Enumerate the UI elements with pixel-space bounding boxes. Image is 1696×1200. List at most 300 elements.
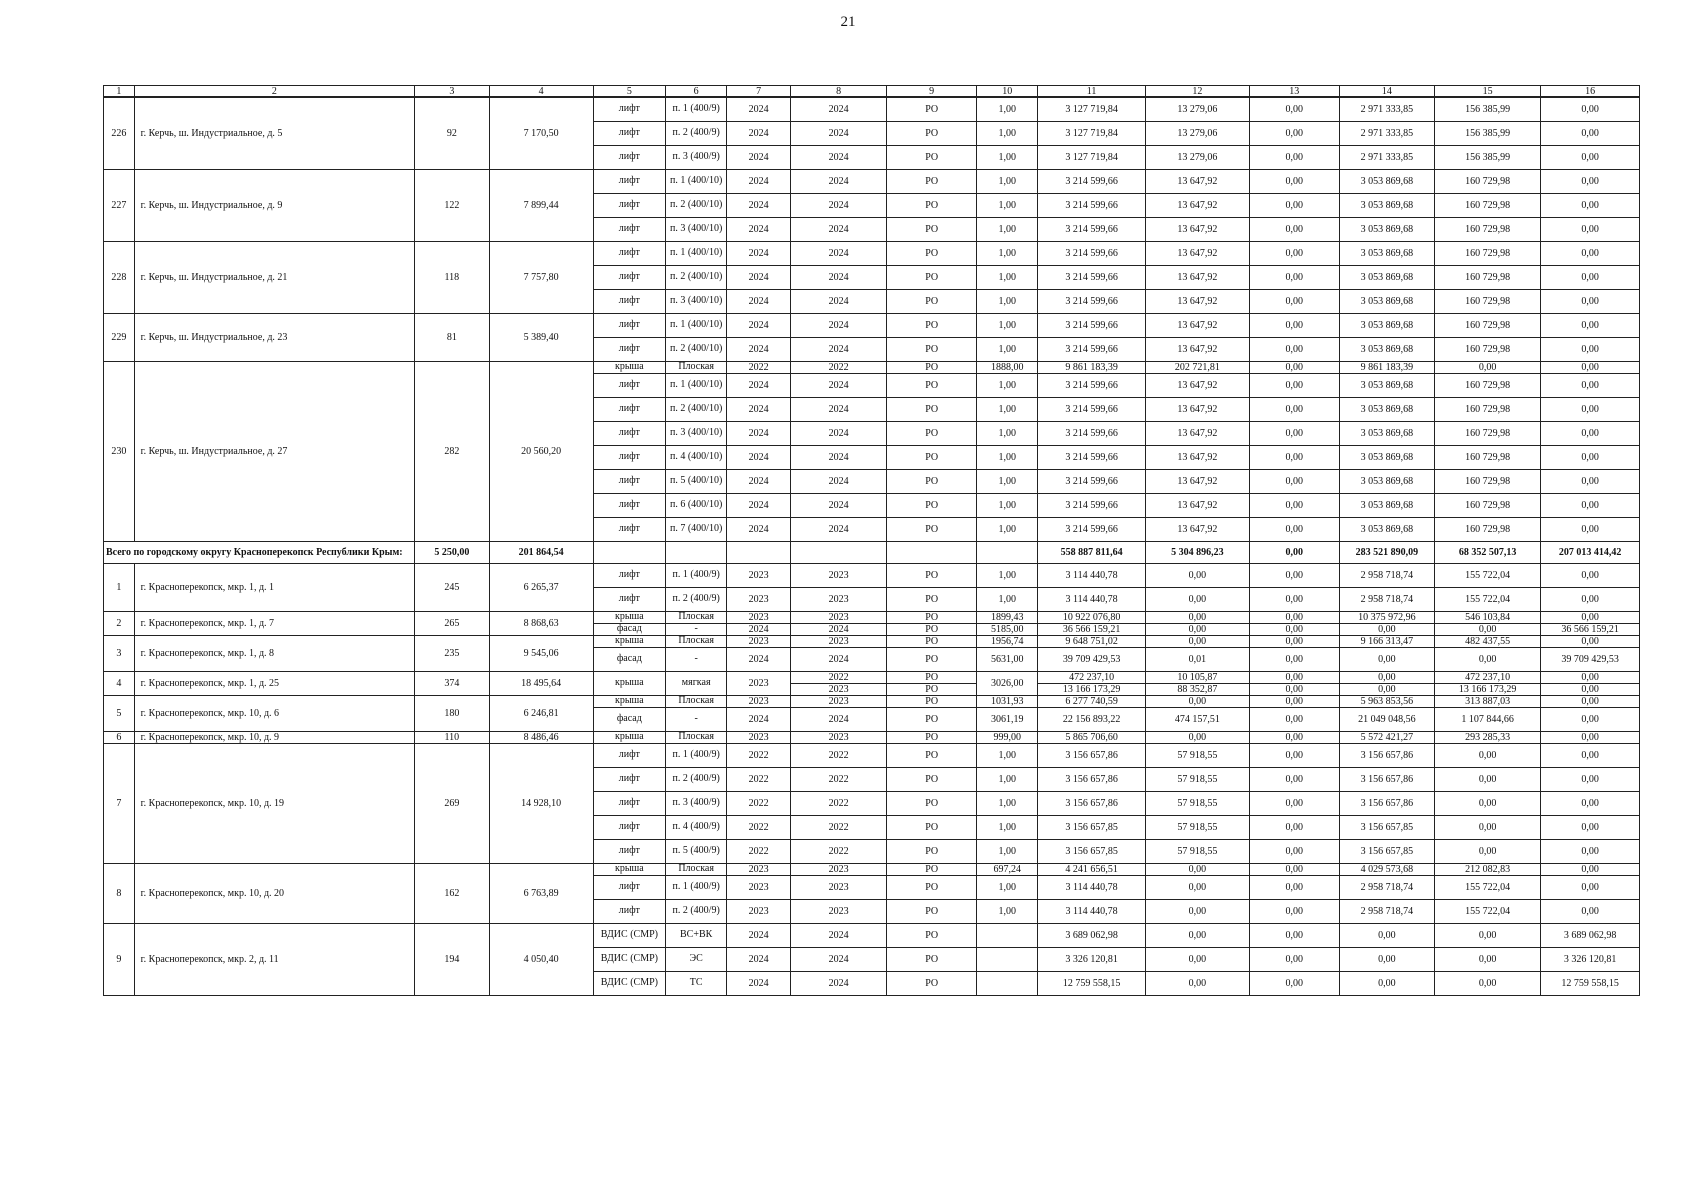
- table-cell: п. 1 (400/9): [665, 563, 726, 587]
- table-cell: 160 729,98: [1435, 517, 1541, 541]
- table-cell: 3 127 719,84: [1038, 97, 1145, 121]
- table-cell: 472 237,10: [1435, 671, 1541, 683]
- table-cell: 2022: [790, 361, 886, 373]
- table-cell: п. 3 (400/9): [665, 791, 726, 815]
- table-cell: 0,00: [1249, 767, 1339, 791]
- table-cell: 0,00: [1541, 563, 1640, 587]
- column-header-4: 4: [489, 86, 593, 98]
- area-cell: 8 486,46: [489, 731, 593, 743]
- table-cell: 0,00: [1435, 923, 1541, 947]
- table-cell: 1,00: [977, 313, 1038, 337]
- total-cell: [727, 541, 791, 563]
- table-cell: 13 647,92: [1145, 493, 1249, 517]
- table-cell: п. 1 (400/9): [665, 97, 726, 121]
- table-cell: 2024: [790, 289, 886, 313]
- table-cell: 1,00: [977, 493, 1038, 517]
- table-cell: -: [665, 707, 726, 731]
- table-cell: 2024: [790, 493, 886, 517]
- table-cell: 1,00: [977, 265, 1038, 289]
- table-cell: 4 029 573,68: [1339, 863, 1434, 875]
- table-cell: 0,00: [1249, 875, 1339, 899]
- table-cell: 0,00: [1249, 217, 1339, 241]
- table-cell: 2024: [790, 265, 886, 289]
- table-cell: 0,00: [1249, 647, 1339, 671]
- table-cell: Плоская: [665, 863, 726, 875]
- table-cell: 0,00: [1541, 863, 1640, 875]
- table-cell: 0,00: [1249, 971, 1339, 995]
- table-cell: 2022: [727, 815, 791, 839]
- table-cell: п. 2 (400/10): [665, 397, 726, 421]
- table-cell: 2023: [790, 587, 886, 611]
- table-cell: 2023: [727, 611, 791, 623]
- table-cell: 13 647,92: [1145, 517, 1249, 541]
- table-cell: 3 156 657,85: [1038, 839, 1145, 863]
- table-cell: 2022: [790, 815, 886, 839]
- table-cell: 3 214 599,66: [1038, 217, 1145, 241]
- table-cell: 155 722,04: [1435, 587, 1541, 611]
- apartments-cell: 245: [415, 563, 489, 611]
- table-cell: фасад: [593, 647, 665, 671]
- table-cell: 10 375 972,96: [1339, 611, 1434, 623]
- table-cell: РО: [887, 707, 977, 731]
- table-row: [104, 361, 1640, 373]
- area-cell: 20 560,20: [489, 361, 593, 541]
- apartments-cell: 110: [415, 731, 489, 743]
- register-table: [103, 85, 1640, 996]
- table-cell: Плоская: [665, 361, 726, 373]
- table-cell: 13 647,92: [1145, 241, 1249, 265]
- table-cell: п. 2 (400/10): [665, 193, 726, 217]
- table-cell: 0,00: [1541, 707, 1640, 731]
- table-cell: 0,00: [1435, 815, 1541, 839]
- table-cell: 2022: [790, 767, 886, 791]
- table-cell: 3 156 657,85: [1038, 815, 1145, 839]
- table-cell: 2024: [727, 169, 791, 193]
- column-header-13: 13: [1249, 86, 1339, 98]
- row-number: 230: [104, 361, 135, 541]
- table-cell: РО: [887, 121, 977, 145]
- table-cell: 3 214 599,66: [1038, 241, 1145, 265]
- table-cell: 1,00: [977, 815, 1038, 839]
- table-cell: 1,00: [977, 791, 1038, 815]
- column-header-7: 7: [727, 86, 791, 98]
- table-cell: 0,00: [1249, 791, 1339, 815]
- table-cell: 57 918,55: [1145, 743, 1249, 767]
- table-cell: 2024: [727, 145, 791, 169]
- table-cell: п. 7 (400/10): [665, 517, 726, 541]
- table-cell: 2 971 333,85: [1339, 145, 1434, 169]
- table-cell: 2024: [790, 469, 886, 493]
- table-cell: 1,00: [977, 421, 1038, 445]
- column-header-11: 11: [1038, 86, 1145, 98]
- table-cell: 2 958 718,74: [1339, 899, 1434, 923]
- table-cell: 0,00: [1145, 563, 1249, 587]
- row-number: 5: [104, 695, 135, 731]
- table-cell: 0,00: [1249, 313, 1339, 337]
- table-cell: 1,00: [977, 337, 1038, 361]
- table-cell: 0,00: [1541, 517, 1640, 541]
- table-cell: п. 4 (400/9): [665, 815, 726, 839]
- column-header-9: 9: [887, 86, 977, 98]
- table-cell: 3 053 869,68: [1339, 337, 1434, 361]
- table-cell: 0,00: [1541, 241, 1640, 265]
- table-cell: 0,00: [1249, 695, 1339, 707]
- table-cell: РО: [887, 815, 977, 839]
- table-cell: 3 214 599,66: [1038, 493, 1145, 517]
- table-cell: 2024: [727, 121, 791, 145]
- table-cell: РО: [887, 839, 977, 863]
- table-cell: 2022: [727, 743, 791, 767]
- table-cell: 2023: [727, 875, 791, 899]
- table-cell: лифт: [593, 97, 665, 121]
- table-cell: 1,00: [977, 587, 1038, 611]
- table-cell: 0,00: [1249, 397, 1339, 421]
- table-cell: 0,00: [1435, 767, 1541, 791]
- table-cell: 1,00: [977, 193, 1038, 217]
- table-cell: 1,00: [977, 899, 1038, 923]
- column-header-5: 5: [593, 86, 665, 98]
- row-number: 229: [104, 313, 135, 361]
- table-row: [104, 635, 1640, 647]
- table-cell: 0,00: [1249, 361, 1339, 373]
- table-cell: 13 166 173,29: [1435, 683, 1541, 695]
- table-cell: 13 279,06: [1145, 121, 1249, 145]
- table-cell: 0,00: [1249, 121, 1339, 145]
- table-cell: [977, 971, 1038, 995]
- table-cell: п. 5 (400/9): [665, 839, 726, 863]
- total-cell: 5 250,00: [415, 541, 489, 563]
- table-cell: 3 156 657,86: [1038, 767, 1145, 791]
- table-cell: 0,00: [1339, 947, 1434, 971]
- table-cell: 0,00: [1249, 145, 1339, 169]
- table-cell: 10 105,87: [1145, 671, 1249, 683]
- table-cell: 22 156 893,22: [1038, 707, 1145, 731]
- apartments-cell: 180: [415, 695, 489, 731]
- table-cell: 57 918,55: [1145, 839, 1249, 863]
- table-cell: 13 647,92: [1145, 397, 1249, 421]
- table-cell: РО: [887, 517, 977, 541]
- table-cell: 1031,93: [977, 695, 1038, 707]
- table-cell: 0,00: [1541, 397, 1640, 421]
- table-cell: крыша: [593, 611, 665, 623]
- table-cell: 0,00: [1249, 289, 1339, 313]
- area-cell: 7 170,50: [489, 97, 593, 169]
- table-cell: лифт: [593, 217, 665, 241]
- table-cell: 160 729,98: [1435, 421, 1541, 445]
- total-cell: 5 304 896,23: [1145, 541, 1249, 563]
- table-cell: 0,00: [1339, 923, 1434, 947]
- table-cell: РО: [887, 145, 977, 169]
- table-cell: 3 214 599,66: [1038, 337, 1145, 361]
- table-cell: 1,00: [977, 241, 1038, 265]
- table-cell: 3 114 440,78: [1038, 563, 1145, 587]
- table-cell: 0,00: [1249, 373, 1339, 397]
- apartments-cell: 269: [415, 743, 489, 863]
- table-cell: 0,00: [1541, 145, 1640, 169]
- row-number: 226: [104, 97, 135, 169]
- table-cell: 2024: [790, 947, 886, 971]
- table-cell: 13 166 173,29: [1038, 683, 1145, 695]
- table-cell: п. 3 (400/10): [665, 289, 726, 313]
- table-cell: 3 214 599,66: [1038, 469, 1145, 493]
- table-cell: 0,00: [1541, 121, 1640, 145]
- table-cell: РО: [887, 971, 977, 995]
- table-cell: 2022: [790, 791, 886, 815]
- table-cell: п. 1 (400/9): [665, 875, 726, 899]
- table-cell: 0,00: [1541, 899, 1640, 923]
- table-cell: ТС: [665, 971, 726, 995]
- table-cell: 13 279,06: [1145, 145, 1249, 169]
- table-cell: крыша: [593, 731, 665, 743]
- table-cell: 1,00: [977, 373, 1038, 397]
- table-cell: 2023: [727, 863, 791, 875]
- row-number: 9: [104, 923, 135, 995]
- table-cell: п. 2 (400/10): [665, 265, 726, 289]
- table-cell: лифт: [593, 767, 665, 791]
- table-cell: 0,00: [1249, 839, 1339, 863]
- table-cell: п. 1 (400/10): [665, 313, 726, 337]
- table-cell: 2023: [790, 875, 886, 899]
- table-cell: 2023: [790, 563, 886, 587]
- table-cell: 2023: [790, 695, 886, 707]
- total-cell: 0,00: [1249, 541, 1339, 563]
- table-cell: 1,00: [977, 839, 1038, 863]
- table-cell: 3 127 719,84: [1038, 121, 1145, 145]
- table-body: [104, 86, 1640, 996]
- table-cell: лифт: [593, 563, 665, 587]
- table-cell: РО: [887, 611, 977, 623]
- table-cell: 2022: [727, 791, 791, 815]
- address-cell: г. Красноперекопск, мкр. 1, д. 8: [134, 635, 414, 671]
- row-number: 7: [104, 743, 135, 863]
- table-cell: 546 103,84: [1435, 611, 1541, 623]
- table-cell: РО: [887, 469, 977, 493]
- address-cell: г. Керчь, ш. Индустриальное, д. 5: [134, 97, 414, 169]
- table-cell: 0,00: [1145, 899, 1249, 923]
- table-cell: 2023: [790, 611, 886, 623]
- table-cell: 2024: [727, 421, 791, 445]
- table-cell: 2024: [790, 647, 886, 671]
- address-cell: г. Красноперекопск, мкр. 1, д. 1: [134, 563, 414, 611]
- table-cell: РО: [887, 373, 977, 397]
- table-cell: 2024: [790, 313, 886, 337]
- row-number: 6: [104, 731, 135, 743]
- table-cell: 0,00: [1339, 647, 1434, 671]
- table-cell: РО: [887, 97, 977, 121]
- table-cell: 2 958 718,74: [1339, 587, 1434, 611]
- column-header-8: 8: [790, 86, 886, 98]
- row-number: 4: [104, 671, 135, 695]
- table-cell: 2 958 718,74: [1339, 563, 1434, 587]
- table-cell: 160 729,98: [1435, 169, 1541, 193]
- table-cell: 0,00: [1249, 707, 1339, 731]
- table-cell: Плоская: [665, 635, 726, 647]
- table-cell: 3 053 869,68: [1339, 445, 1434, 469]
- table-cell: 160 729,98: [1435, 265, 1541, 289]
- table-cell: 3 214 599,66: [1038, 313, 1145, 337]
- table-row: [104, 241, 1640, 265]
- table-cell: 3 214 599,66: [1038, 265, 1145, 289]
- table-cell: 13 647,92: [1145, 445, 1249, 469]
- table-cell: 0,00: [1339, 683, 1434, 695]
- address-cell: г. Красноперекопск, мкр. 10, д. 20: [134, 863, 414, 923]
- address-cell: г. Красноперекопск, мкр. 10, д. 19: [134, 743, 414, 863]
- table-cell: 2023: [727, 731, 791, 743]
- column-number-header-row: [104, 86, 1640, 98]
- table-cell: 2022: [790, 839, 886, 863]
- table-row: [104, 743, 1640, 767]
- table-cell: 13 647,92: [1145, 193, 1249, 217]
- table-cell: 0,00: [1249, 469, 1339, 493]
- table-cell: 3 156 657,85: [1339, 839, 1434, 863]
- table-cell: 2024: [727, 493, 791, 517]
- table-cell: 0,00: [1249, 337, 1339, 361]
- table-row: [104, 169, 1640, 193]
- table-cell: 293 285,33: [1435, 731, 1541, 743]
- table-cell: 0,00: [1249, 517, 1339, 541]
- table-cell: 0,00: [1249, 265, 1339, 289]
- table-cell: 0,00: [1541, 587, 1640, 611]
- table-cell: 3 214 599,66: [1038, 397, 1145, 421]
- table-cell: 3061,19: [977, 707, 1038, 731]
- table-cell: 0,00: [1249, 899, 1339, 923]
- table-cell: ЭС: [665, 947, 726, 971]
- table-cell: РО: [887, 397, 977, 421]
- total-label: Всего по городскому округу Красноперекопск Республики Крым:: [104, 541, 415, 563]
- apartments-cell: 282: [415, 361, 489, 541]
- table-cell: 2024: [727, 947, 791, 971]
- table-cell: 2024: [790, 517, 886, 541]
- table-cell: 3 214 599,66: [1038, 373, 1145, 397]
- area-cell: 5 389,40: [489, 313, 593, 361]
- table-cell: 2022: [727, 361, 791, 373]
- table-cell: 0,00: [1541, 683, 1640, 695]
- table-cell: 0,00: [1249, 743, 1339, 767]
- table-cell: 2023: [790, 731, 886, 743]
- table-cell: 0,00: [1541, 445, 1640, 469]
- table-cell: лифт: [593, 815, 665, 839]
- table-cell: 3 053 869,68: [1339, 169, 1434, 193]
- total-cell: 201 864,54: [489, 541, 593, 563]
- table-cell: 13 647,92: [1145, 469, 1249, 493]
- address-cell: г. Керчь, ш. Индустриальное, д. 21: [134, 241, 414, 313]
- total-cell: 558 887 811,64: [1038, 541, 1145, 563]
- table-cell: 2 958 718,74: [1339, 875, 1434, 899]
- table-cell: РО: [887, 193, 977, 217]
- table-cell: лифт: [593, 289, 665, 313]
- table-cell: 1,00: [977, 169, 1038, 193]
- table-cell: 13 647,92: [1145, 217, 1249, 241]
- column-header-3: 3: [415, 86, 489, 98]
- table-cell: 0,00: [1435, 839, 1541, 863]
- table-cell: 472 237,10: [1038, 671, 1145, 683]
- table-cell: 2022: [790, 743, 886, 767]
- column-header-16: 16: [1541, 86, 1640, 98]
- table-cell: 57 918,55: [1145, 767, 1249, 791]
- area-cell: 7 899,44: [489, 169, 593, 241]
- table-cell: 0,00: [1541, 731, 1640, 743]
- table-row: [104, 97, 1640, 121]
- table-row: [104, 671, 1640, 683]
- table-cell: 3 127 719,84: [1038, 145, 1145, 169]
- table-cell: 2023: [790, 635, 886, 647]
- table-cell: 1,00: [977, 563, 1038, 587]
- table-cell: 3 689 062,98: [1541, 923, 1640, 947]
- table-cell: 2022: [790, 671, 886, 683]
- table-cell: 0,00: [1541, 815, 1640, 839]
- table-cell: 3 156 657,86: [1339, 767, 1434, 791]
- address-cell: г. Красноперекопск, мкр. 1, д. 7: [134, 611, 414, 635]
- table-cell: 0,00: [1435, 647, 1541, 671]
- table-cell: 1,00: [977, 145, 1038, 169]
- table-cell: Плоская: [665, 731, 726, 743]
- table-cell: 1,00: [977, 397, 1038, 421]
- table-cell: 0,00: [1249, 97, 1339, 121]
- table-cell: 3026,00: [977, 671, 1038, 695]
- apartments-cell: 81: [415, 313, 489, 361]
- table-cell: 13 647,92: [1145, 337, 1249, 361]
- table-cell: РО: [887, 695, 977, 707]
- table-cell: РО: [887, 623, 977, 635]
- column-header-14: 14: [1339, 86, 1434, 98]
- table-cell: 3 053 869,68: [1339, 517, 1434, 541]
- table-cell: 474 157,51: [1145, 707, 1249, 731]
- table-cell: 3 214 599,66: [1038, 445, 1145, 469]
- table-cell: 2024: [790, 421, 886, 445]
- table-cell: 0,00: [1249, 863, 1339, 875]
- table-cell: 313 887,03: [1435, 695, 1541, 707]
- table-cell: 3 114 440,78: [1038, 587, 1145, 611]
- table-cell: 2024: [727, 337, 791, 361]
- table-cell: п. 3 (400/10): [665, 217, 726, 241]
- table-cell: 3 053 869,68: [1339, 469, 1434, 493]
- table-cell: 5 963 853,56: [1339, 695, 1434, 707]
- area-cell: 14 928,10: [489, 743, 593, 863]
- table-cell: 36 566 159,21: [1038, 623, 1145, 635]
- area-cell: 6 763,89: [489, 863, 593, 923]
- table-cell: 12 759 558,15: [1038, 971, 1145, 995]
- table-cell: фасад: [593, 707, 665, 731]
- table-cell: 0,00: [1541, 469, 1640, 493]
- table-cell: 21 049 048,56: [1339, 707, 1434, 731]
- area-cell: 9 545,06: [489, 635, 593, 671]
- table-cell: 1,00: [977, 97, 1038, 121]
- table-cell: 0,00: [1541, 635, 1640, 647]
- table-cell: 2024: [790, 923, 886, 947]
- table-cell: 1,00: [977, 743, 1038, 767]
- table-cell: 3 053 869,68: [1339, 289, 1434, 313]
- address-cell: г. Керчь, ш. Индустриальное, д. 23: [134, 313, 414, 361]
- table-cell: 4 241 656,51: [1038, 863, 1145, 875]
- table-cell: лифт: [593, 121, 665, 145]
- column-header-1: 1: [104, 86, 135, 98]
- table-cell: 2024: [727, 313, 791, 337]
- table-cell: 3 156 657,86: [1339, 791, 1434, 815]
- total-cell: 68 352 507,13: [1435, 541, 1541, 563]
- address-cell: г. Керчь, ш. Индустриальное, д. 9: [134, 169, 414, 241]
- table-cell: 3 114 440,78: [1038, 875, 1145, 899]
- table-cell: 2024: [727, 445, 791, 469]
- total-cell: [790, 541, 886, 563]
- table-cell: РО: [887, 875, 977, 899]
- table-cell: 2024: [790, 397, 886, 421]
- table-cell: лифт: [593, 421, 665, 445]
- table-cell: 160 729,98: [1435, 445, 1541, 469]
- table-cell: 0,00: [1541, 265, 1640, 289]
- table-cell: РО: [887, 863, 977, 875]
- area-cell: 4 050,40: [489, 923, 593, 995]
- table-cell: 0,00: [1145, 587, 1249, 611]
